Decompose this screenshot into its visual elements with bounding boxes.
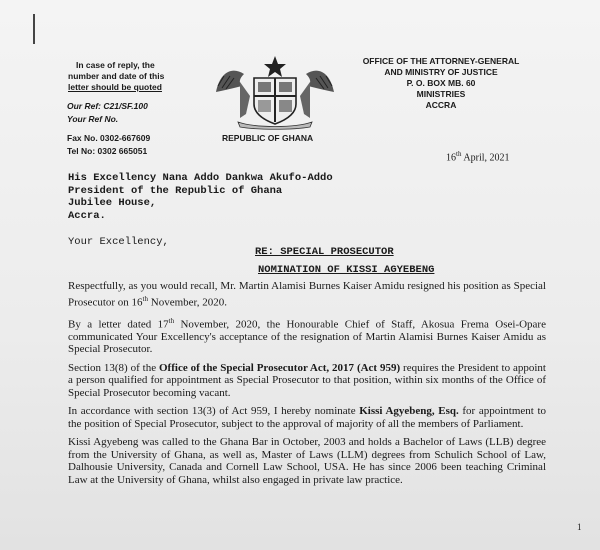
ghana-coat-of-arms-icon [210, 52, 340, 130]
office-line-4: MINISTRIES [416, 89, 466, 99]
p2-sup: th [168, 316, 175, 325]
addressee-line-3: Jubilee House, [68, 197, 157, 209]
p2-text-b: November, 2020, the Honourable Chief of Staff, Akosua Frema Osei-Opare communicated Your Excellency's acceptance of the resignation of Martin Alamisi Burnes Kaiser Amidu as Special Prosecutor. [68, 318, 546, 356]
contact-block [67, 132, 150, 158]
reply-instruction [68, 60, 164, 93]
our-ref-label: Our Ref: [67, 101, 101, 111]
tel-number: Tel No: 0302 665051 [67, 146, 148, 156]
reply-line-2: number and date of this [68, 71, 165, 81]
date-day: 16 [446, 152, 456, 164]
pen-mark [33, 14, 35, 44]
p1-text-b: November, 2020. [148, 296, 227, 309]
p4-text-b: for appointment to the position of Special Prosecutor, subject to the approval of majority of all the members of Parliament. [68, 405, 547, 430]
your-ref: Your Ref No. [67, 114, 119, 124]
fax-number: Fax No. 0302-667609 [67, 133, 151, 143]
office-line-1: OFFICE OF THE ATTORNEY-GENERAL [362, 56, 520, 66]
page-number: 1 [577, 522, 582, 532]
p3-act-name: Office of the Special Prosecutor Act, 2017 (Act 959) [159, 361, 401, 374]
addressee-line-2: President of the Republic of Ghana [68, 184, 283, 197]
our-ref [67, 100, 148, 113]
p4-nominee: Kissi Agyebeng, Esq. [359, 405, 459, 418]
paragraph-2 [68, 315, 546, 356]
p1-text-a: Respectfully, as you would recall, Mr. Martin Alamisi Burnes Kaiser Amidu resigned his position as Special Prosecutor on 16 [68, 280, 546, 309]
p1-sup: th [142, 294, 148, 303]
office-line-2: AND MINISTRY OF JUSTICE [384, 67, 498, 77]
addressee-line-1: His Excellency Nana Addo Dankwa Akufo-Addo [68, 172, 333, 184]
p2-text-a: By a letter dated 17 [68, 318, 169, 331]
addressee-line-4: Accra. [68, 209, 106, 222]
date-suffix: th [456, 150, 462, 158]
date-rest: April, 2021 [463, 152, 510, 164]
our-ref-value: C21/SF.100 [103, 101, 148, 111]
reference-block [67, 100, 148, 126]
paragraph-4 [68, 405, 546, 430]
subject-re: RE: SPECIAL PROSECUTOR [255, 246, 394, 258]
subject-nomination: NOMINATION OF KISSI AGYEBENG [258, 264, 435, 276]
office-line-5: ACCRA [425, 100, 457, 110]
paragraph-5: Kissi Agyebeng was called to the Ghana Bar in October, 2003 and holds a Bachelor of Laws (LLB) degree from the University of Ghana, as well as, Master of Laws (LLM) degrees from Schulich School of Law, Dalhousie University, Canada and Cornell Law School, USA. He has since 2006 been teaching Criminal Law at the University of Ghana, whilst also engaged in private law practice. [68, 436, 546, 486]
addressee-block [68, 172, 333, 222]
letter-body [68, 280, 546, 492]
paragraph-1 [68, 280, 546, 309]
salutation: Your Excellency, [68, 236, 169, 248]
paragraph-3 [68, 362, 546, 400]
office-address [356, 56, 526, 111]
republic-caption: REPUBLIC OF GHANA [222, 133, 314, 143]
p3-text-b: requires the President to appoint a person qualified for appointment as Special Prosecutor to that position, within six months of the Office of Special Prosecutor becoming vacant. [68, 361, 546, 399]
p3-text-a: Section 13(8) of the [68, 361, 159, 374]
letter-date [446, 150, 510, 163]
p4-text-a: In accordance with section 13(3) of Act 959, I hereby nominate [68, 405, 360, 418]
reply-line-1: In case of reply, the [76, 60, 155, 70]
office-line-3: P. O. BOX MB. 60 [406, 78, 476, 88]
reply-line-3: letter should be quoted [68, 82, 162, 92]
